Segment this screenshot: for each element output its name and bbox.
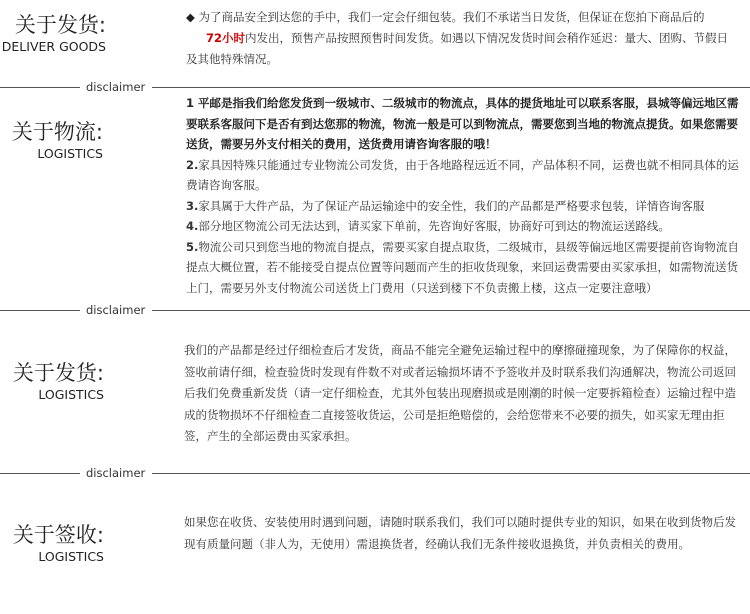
divider-label: disclaimer [86,80,146,94]
disclaimer-divider [0,79,750,93]
list-item: 5.物流公司只到您当地的物流自提点，需要买家自提点取货，二级城市，县级等偏远地区需要提前咨询物流自提点大概位置，若不能接受自提点位置等问题而产生的拒收货现象，来回运费需要由买家承担，如需物流送货上门，需要另外支付物流公司送货上门费用（只送到楼下不负责搬上楼，这点一定要注意哦） [186,239,739,295]
section-heading [0,119,103,162]
receipt-text: 如果您在收货、安装使用时遇到问题，请随时联系我们，我们可以随时提供专业的知识，如果在收到货物后发现有质量问题（非人为，无使用）需退换货者，经确认我们无条件接收退换货，并负责相关的费用。 [184,515,736,551]
list-item: 3.家具属于大件产品，为了保证产品运输途中的安全性，我们的产品都是严格要求包装，详情咨询客服 [186,198,705,213]
diamond-bullet-icon: ◆ [186,10,195,24]
divider-label: disclaimer [86,303,146,317]
section-shipping-inspection [0,340,750,455]
section-body [184,512,740,555]
heading-en: LOGISTICS [38,387,104,402]
list-item: 2.家具因特殊只能通过专业物流公司发货，由于各地路程远近不同，产品体积不同，运费也就不相同具体的运费请咨询客服。 [186,157,739,192]
list-item: 4.部分地区物流公司无法达到，请买家下单前，先咨询好客服，协商好可到达的物流运送路线。 [186,219,670,233]
heading-cn: 关于发货: [12,361,104,385]
heading-cn: 关于签收: [12,523,104,547]
logistics-list [186,93,740,298]
disclaimer-divider [0,465,750,479]
inspection-text: 我们的产品都是经过仔细检查后才发货，商品不能完全避免运输过程中的摩擦碰撞现象，为了保障你的权益，签收前请仔细，检查验货时发现有件数不对或者运输损坏请不予签收并及时联系我们沟通解决，物流公司返回后我们免费重新发货（请一定仔细检查，尤其外包装出现磨损或是刚潮的时候一定要拆箱检查）运输过程中造成的货物损坏不仔细检查二直接签收货运，公司是拒绝赔偿的，会给您带来不必要的损失，如买家无理由拒签，产生的全部运费由买家承担。 [184,343,736,443]
deliver-text-before: 为了商品安全到达您的手中，我们一定会仔细包装。我们不承诺当日发货，但保证在您拍下商品后的 [198,10,705,24]
section-receipt [0,512,750,572]
deliver-text-after: 内发出，预售产品按照预售时间发货。如遇以下情况发货时间会稍作延迟：量大、团购、节假日及其他特殊情况。 [186,31,729,66]
section-heading [0,12,106,55]
heading-cn: 关于物流: [11,120,103,144]
section-body [186,7,738,70]
section-heading [0,522,104,565]
heading-en: LOGISTICS [37,146,103,161]
heading-en: LOGISTICS [38,549,104,564]
heading-en: DELIVER GOODS [1,39,106,54]
section-deliver-goods [0,0,750,72]
disclaimer-divider [0,302,750,316]
section-logistics [0,93,750,298]
divider-label: disclaimer [86,466,146,480]
heading-cn: 关于发货: [14,13,106,37]
deliver-highlight: 72小时 [206,31,246,45]
list-item: 1 平邮是指我们给您发货到一级城市、二级城市的物流点，具体的提货地址可以联系客服，县城等偏远地区需要联系客服问下是否有到达您那的物流，物流一般是可以到物流点，需要您到当地的物流点提货。如果您需要送货，需要另外支付相关的费用，送货费用请咨询客服的哦！ [186,96,739,151]
section-body [184,340,740,448]
section-heading [0,360,104,403]
